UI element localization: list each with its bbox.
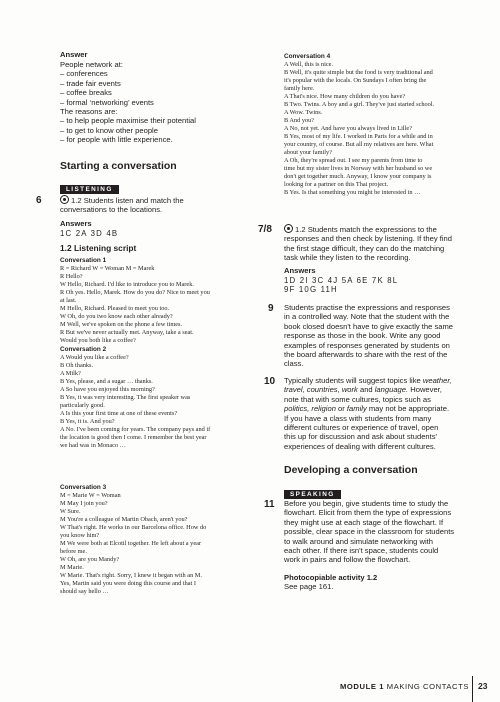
text-line: time but my sister lives in Norway with her husband so we	[284, 165, 433, 172]
conversation-1	[60, 257, 270, 345]
conv3-title: Conversation 3	[60, 484, 107, 491]
text-line: W Hello, Richard. I'd like to introduce you to Marek.	[60, 281, 194, 288]
item-7-8-text	[284, 224, 476, 263]
conv1-title: Conversation 1	[60, 257, 107, 264]
text-line: Students practise the expressions and responses	[284, 303, 450, 312]
text-line: B Yes, it was very interesting. The first speaker was	[60, 394, 191, 401]
answer-heading: Answer	[60, 50, 88, 59]
text-line: A That's nice. How many children do you have?	[284, 93, 406, 100]
section-bar-listening	[60, 178, 270, 196]
text-line: A Is this your first time at one of these events?	[60, 410, 178, 417]
answers-heading: Answers	[284, 266, 316, 275]
bullet-item	[60, 69, 270, 78]
text-line: A Well, this is nice.	[284, 61, 334, 68]
text-line: experiences of dealing with different cultures.	[284, 441, 436, 451]
reasons-bullet-list	[60, 116, 270, 144]
item-7-8-line-3: the first stage difficult, they can do the matching	[284, 243, 445, 253]
text-line: B Yes. Is that something you might be interested in …	[284, 189, 421, 196]
section-title-developing: Developing a conversation	[284, 464, 418, 476]
text-line: possible, clear space in the classroom for students	[284, 527, 455, 537]
text-line: examples of responses generated by students on	[284, 340, 450, 350]
text-line: W That's right. He works in our Barcelona office. How do	[60, 524, 207, 531]
text-line: M May I join you?	[60, 500, 108, 507]
bullet-dash: –	[60, 69, 67, 79]
text-line: B Two. Twins. A boy and a girl. They've just started school.	[284, 101, 435, 108]
section-title-starting: Starting a conversation	[60, 160, 177, 172]
text-line: each other. If there isn't space, students could	[284, 546, 439, 556]
bullet-text: formal ‘networking’ events	[66, 97, 154, 107]
reasons-heading: The reasons are:	[60, 107, 118, 117]
speaking-label: SPEAKING	[284, 490, 341, 499]
bullet-text: to get to know other people	[66, 125, 158, 135]
bullet-dash: –	[60, 88, 67, 98]
text-line: W Marie. That's right. Sorry, I knew it began with an M.	[60, 572, 202, 579]
text-line: Yes, Martin said you were doing this course and that I	[60, 580, 196, 587]
text-line: in a controlled way. Note that the student with the	[284, 312, 450, 322]
item-number-6: 6	[36, 195, 42, 206]
conv1-key: R = Richard W = Woman M = Marek	[60, 265, 155, 272]
text-line: family here.	[284, 85, 315, 92]
text-line: A Milk?	[60, 370, 81, 377]
bullet-text: coffee breaks	[66, 88, 112, 98]
conversation-4	[284, 53, 476, 197]
item-number-11: 11	[264, 499, 275, 510]
text-line: M You're a colleague of Martin Obach, aren't you?	[60, 516, 188, 523]
text-line: A So have you enjoyed this morning?	[60, 386, 155, 393]
conv1-lines	[60, 273, 270, 345]
item-6-track: 1.2	[71, 196, 82, 205]
bullet-text: conferences	[66, 69, 108, 79]
answers-line-1: 1D 2I 3C 4J 5A 6E 7K 8L	[284, 276, 399, 285]
bullet-item	[60, 135, 270, 144]
text-line: class.	[284, 359, 304, 369]
text-line: A No, not yet. And have you always lived in Lille?	[284, 125, 413, 132]
text-line: W Sure.	[60, 508, 81, 515]
text-line: the board afterwards to share with the rest of the	[284, 350, 448, 360]
conversation-3	[60, 484, 270, 596]
text-line: A Would you like a coffee?	[60, 354, 129, 361]
text-line: M Well, we've spoken on the phone a few times.	[60, 321, 183, 328]
text-line: A Wow. Twins.	[284, 109, 323, 116]
bullet-dash: –	[60, 97, 67, 107]
bullet-dash: –	[60, 125, 67, 135]
bullet-text: to help people maximise their potential	[66, 116, 196, 126]
text-line: A Oh, they're spread out. I see my parents from time to	[284, 157, 423, 164]
text-line: at last.	[60, 297, 77, 304]
answers-heading: Answers	[60, 219, 92, 228]
bullet-item	[60, 126, 270, 135]
conv3-key: M = Marie W = Woman	[60, 492, 121, 499]
bullet-dash: –	[60, 78, 67, 88]
photocopiable-heading: Photocopiable activity 1.2	[284, 573, 378, 582]
text-line: R Oh yes. Hello, Marek. How do you do? Nice to meet you	[60, 289, 210, 296]
text-line: don't get together much. Anyway, I know your company is	[284, 173, 432, 180]
item-number-10: 10	[264, 376, 276, 387]
audio-cd-icon	[60, 195, 69, 204]
text-line: flowchart. Elicit from them the type of expressions	[284, 508, 452, 518]
text-line: M Marie.	[60, 564, 84, 571]
item-9-text	[284, 303, 476, 369]
photocopiable-block	[284, 573, 476, 591]
text-line: you know him?	[60, 532, 100, 539]
bullet-item	[60, 88, 270, 97]
conversation-2	[60, 346, 270, 450]
bullet-dash: –	[60, 135, 67, 145]
conv4-title: Conversation 4	[284, 53, 331, 60]
text-line: B Yes, most of my life. I worked in Paris for a while and in	[284, 133, 433, 140]
text-line: B Oh thanks.	[60, 362, 94, 369]
text-line: your country, of course. But all my relatives are here. What	[284, 141, 434, 148]
answers-block-6	[60, 219, 270, 238]
text-line: W Oh, do you two know each other already?	[60, 313, 173, 320]
conv2-lines	[60, 354, 270, 450]
text-line: we had was in Monaco …	[60, 442, 126, 449]
page-footer	[0, 676, 500, 702]
text-line: they might use at each stage of the flowchart. If	[284, 517, 444, 527]
answer-block	[60, 50, 270, 145]
bullet-item	[60, 116, 270, 125]
text-line: work in pairs and follow the flowchart.	[284, 555, 411, 565]
item-11-text	[284, 499, 476, 565]
item-7-8-line-1: Students match the expressions to the	[307, 225, 437, 234]
answer-intro: People network at:	[60, 60, 123, 69]
text-line: Before you begin, give students time to study the	[284, 499, 449, 508]
item-6-line-2: conversations to the locations.	[60, 205, 163, 215]
text-line: M We were both at Elcotil together. He left about a year	[60, 540, 202, 547]
text-line: A No. I've been coming for years. The company pays and if	[60, 426, 211, 433]
text-line: the location is good then I come. I remember the best year	[60, 434, 207, 441]
item-number-7-8: 7/8	[258, 224, 272, 235]
text-line: B Yes, please, and a sugar … thanks.	[60, 378, 153, 385]
bullet-text: for people with little experience.	[66, 135, 173, 145]
answers-line-2: 9F 10G 11H	[284, 285, 338, 294]
item-number-9: 9	[268, 303, 274, 314]
text-line: response as those in the book. Write any good	[284, 331, 441, 341]
text-line: R But we've never actually met. Anyway, take a seat.	[60, 329, 194, 336]
photocopiable-text: See page 161.	[284, 582, 334, 591]
footer-divider	[472, 676, 473, 702]
item-7-8-line-2: responses and then check by listening. If they find	[284, 234, 453, 244]
bullet-item	[60, 79, 270, 88]
bullet-text: trade fair events	[66, 78, 121, 88]
item-10-text: Typically students will suggest topics like weather, travel, countries, work and language. However, note that with some cultures, topics such as politics, religion or family may not be appropriate. If you have a class with students from many different cultures or experience of travel, open this up for discussion and ask about students' experiences of dealing with different cultures.	[284, 376, 476, 451]
conv3-lines	[60, 500, 270, 596]
conv4-lines	[284, 61, 476, 197]
text-line: Would you both like a coffee?	[60, 337, 136, 344]
text-line: M Hello, Richard. Pleased to meet you too.	[60, 305, 170, 312]
text-line: R Hello?	[60, 273, 83, 280]
item-7-8-track: 1.2	[295, 225, 306, 234]
answers-line: 1C 2A 3D 4B	[60, 229, 119, 238]
text-line: B Well, it's quite simple but the food is very traditional and	[284, 69, 433, 76]
bullet-dash: –	[60, 116, 67, 126]
item-6-text	[60, 195, 270, 215]
text-line: it's popular with the locals. On Sundays I often bring the	[284, 77, 427, 84]
item-7-8-line-4: task while they listen to the recording.	[284, 253, 411, 263]
answer-bullet-list	[60, 69, 270, 107]
text-line: to walk around and simulate networking with	[284, 536, 434, 546]
text-line: book closed doesn't have to give exactly the same	[284, 321, 454, 331]
text-line: W Oh, are you Mandy?	[60, 556, 120, 563]
text-line: should say hello …	[60, 588, 109, 595]
text-line: B Yes, it is. And you?	[60, 418, 115, 425]
text-line: particularly good.	[60, 402, 105, 409]
text-line: this up for discussion and ask about students'	[284, 432, 437, 442]
audio-cd-icon	[284, 224, 293, 233]
text-line: about your family?	[284, 149, 332, 156]
text-line: If you have a class with students from many	[284, 413, 432, 423]
script-title: 1.2 Listening script	[60, 243, 137, 253]
listening-label: LISTENING	[60, 185, 119, 194]
bullet-item	[60, 98, 270, 107]
text-line: looking for a partner on this Thai project.	[284, 181, 389, 188]
answers-block-7-8	[284, 266, 476, 294]
footer-module: MODULE 1 MAKING CONTACTS	[340, 682, 470, 691]
page-number: 23	[478, 681, 488, 691]
text-line: before me.	[60, 548, 87, 555]
conv2-title: Conversation 2	[60, 346, 107, 353]
text-line: B And you?	[284, 117, 315, 124]
item-6-line-1: Students listen and match the	[83, 196, 184, 205]
text-line: different cultures or experience of travel, open	[284, 423, 439, 433]
